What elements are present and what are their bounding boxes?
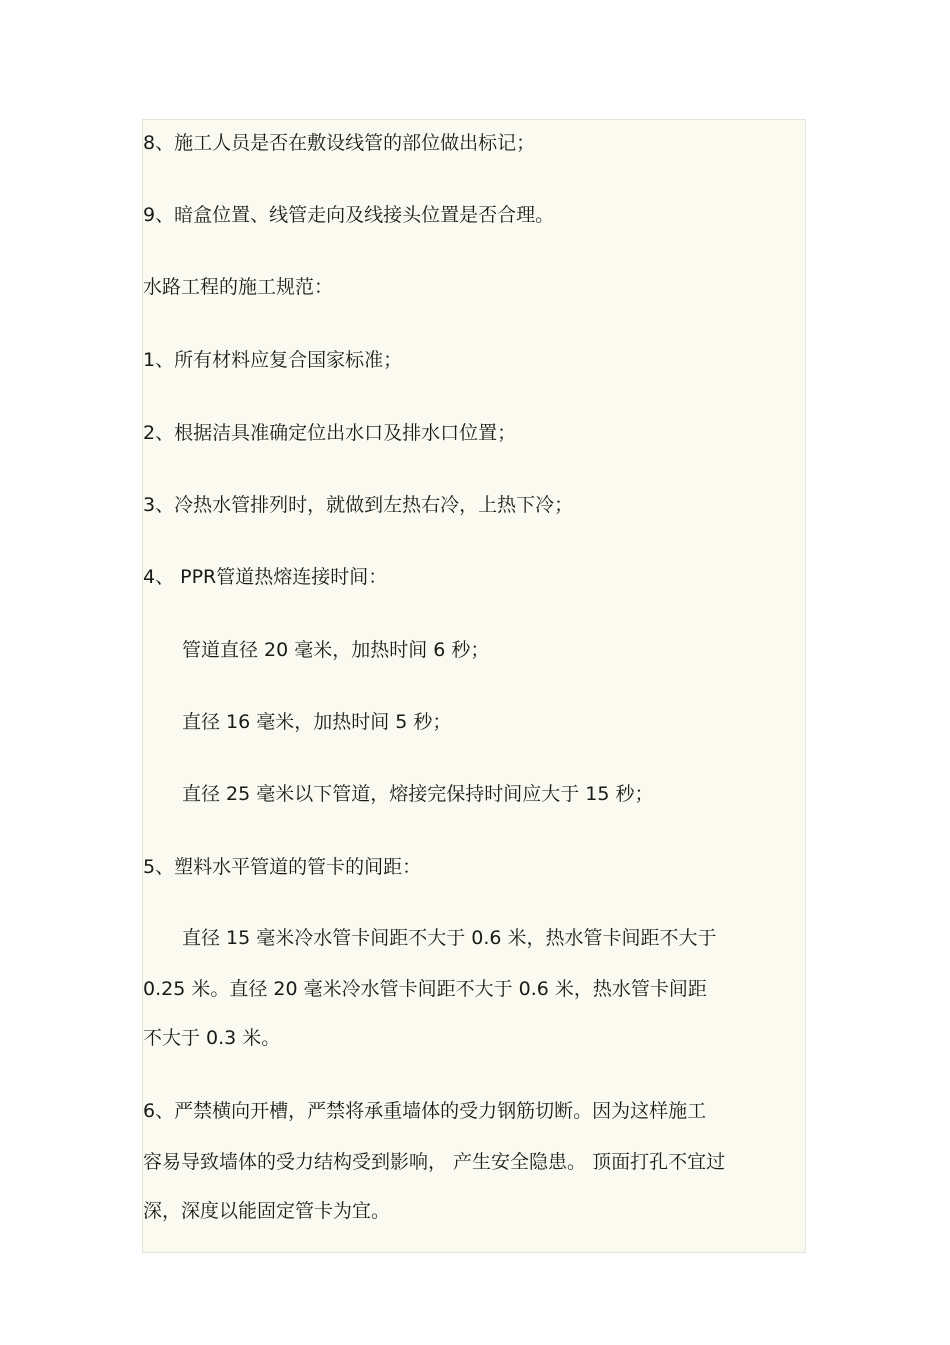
text-line-item-5: 5、塑料水平管道的管卡的间距： bbox=[143, 856, 422, 878]
text-line-item-8: 8、施工人员是否在敷设线管的部位做出标记； bbox=[143, 132, 536, 154]
text-line-clamp-spacing-3: 不大于 0.3 米。 bbox=[143, 1027, 281, 1049]
text-line-item-1: 1、所有材料应复合国家标准； bbox=[143, 349, 403, 371]
text-line-item-2: 2、根据洁具准确定位出水口及排水口位置； bbox=[143, 422, 517, 444]
text-line-item-6-cont-2: 深，深度以能固定管卡为宜。 bbox=[143, 1200, 391, 1222]
text-line-item-4: 4、 PPR管道热熔连接时间： bbox=[143, 566, 388, 588]
text-line-item-3: 3、冷热水管排列时，就做到左热右冷，上热下冷； bbox=[143, 494, 574, 516]
text-line-item-6: 6、严禁横向开槽，严禁将承重墙体的受力钢筋切断。因为这样施工 bbox=[143, 1100, 707, 1122]
text-line-clamp-spacing-2: 0.25 米。直径 20 毫米冷水管卡间距不大于 0.6 米，热水管卡间距 bbox=[143, 978, 707, 1000]
section-heading-water: 水路工程的施工规范： bbox=[143, 276, 334, 298]
text-line-pipe-20mm: 管道直径 20 毫米，加热时间 6 秒； bbox=[182, 639, 490, 661]
text-line-item-9: 9、暗盒位置、线管走向及线接头位置是否合理。 bbox=[143, 204, 555, 226]
text-line-clamp-spacing-1: 直径 15 毫米冷水管卡间距不大于 0.6 米，热水管卡间距不大于 bbox=[182, 927, 717, 949]
text-line-item-6-cont-1: 容易导致墙体的受力结构受到影响， 产生安全隐患。 顶面打孔不宜过 bbox=[143, 1151, 726, 1173]
text-line-pipe-25mm: 直径 25 毫米以下管道，熔接完保持时间应大于 15 秒； bbox=[182, 783, 654, 805]
text-line-pipe-16mm: 直径 16 毫米，加热时间 5 秒； bbox=[182, 711, 452, 733]
